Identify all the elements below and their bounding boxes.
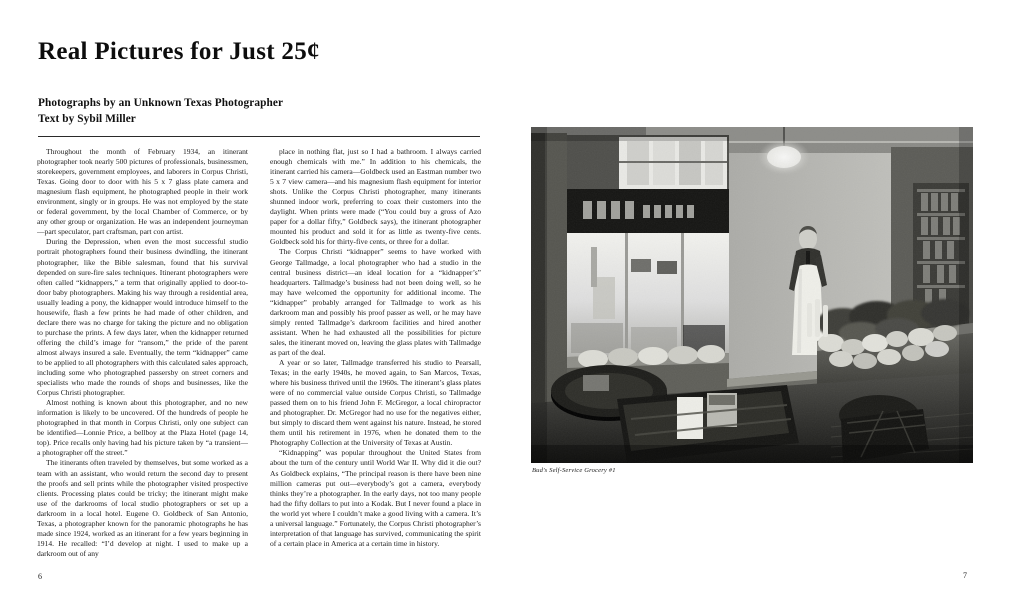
page-number-left: 6: [38, 572, 42, 581]
header-divider: [38, 136, 480, 137]
right-page: [507, 0, 1014, 600]
byline-photographer: Photographs by an Unknown Texas Photographer: [38, 97, 284, 109]
paragraph: “Kidnapping” was popular throughout the United States from about the turn of the century until World War II. Why did it die out? As Goldbeck explains, “The principal reason is there have been nine million cameras put out—everybody’s got a camera, everybody thinks they’re a photographer. In the early days, not too many people had the fifty dollars to put into a Kodak. But I never found a place in the world yet where I couldn’t make a good living with a camera. It’s a universal language.” Fortunately, the Corpus Christi photographer’s interpretation of that language has survived, communicating the spirit of a certain place in America at a certain time in history.: [270, 448, 481, 548]
page-number-right: 7: [963, 571, 967, 580]
photograph: [531, 127, 973, 463]
paragraph: The Corpus Christi “kidnapper” seems to have worked with George Tallmadge, a local photographer who had a studio in the central business district—an ideal location for a “kidnapper’s” headquarters. Tallmadge’s business had not been doing well, so he may have welcomed the opportunity for additional income. The “kidnapper” probably arranged for Tallmadge to work as his darkroom man and possibly his proof passer as well, or he may have simply rented Tallmadge’s darkroom facilities and hired another assistant. When he had exhausted all the possibilities for picture sales, the itinerant moved on, leaving the glass plates with Tallmadge as part of the deal.: [270, 247, 481, 357]
text-column-1: [37, 147, 248, 562]
paragraph: During the Depression, when even the most successful studio portrait photographers found their business dwindling, the itinerant photographer, like the Bible salesman, found that his survival depended on sure-fire sales techniques. Itinerant photographers were often called “kidnappers,” a term that originally applied to door-to-door baby photographers. Making his way through a residential area, usually leading a pony, the kidnapper would introduce himself to the housewife, flash a few prints he had made of other children, and declare there was no charge for taking the picture and no obligation to purchase the prints. A few days later, when the kidnapper returned offering the child’s image for “ransom,” the pride of the parent almost always insured a sale. Eventually, the term “kidnapper” came to be applied to all photographers with this calculated sales approach, including some who photographed passersby on street corners and specialists who made the rounds of shops and businesses, like the Corpus Christi photographer.: [37, 237, 248, 398]
paragraph: Throughout the month of February 1934, an itinerant photographer took nearly 500 pictures of professionals, businessmen, storekeepers, government employees, and laborers in Corpus Christi, Texas. Going door to door with his 5 x 7 glass plate camera and magnesium flash equipment, he photographed people in their work environment, singly or in groups. He was not employed by the state or federal government, by the local Chamber of Commerce, or by any other group or organization. He was an independent journeyman—part speculator, part craftsman, part con artist.: [37, 147, 248, 237]
photo-caption: Bud's Self-Service Grocery #1: [532, 467, 616, 474]
byline-author: Text by Sybil Miller: [38, 112, 136, 125]
text-column-2: [270, 147, 481, 562]
paragraph: Almost nothing is known about this photographer, and no new information is likely to be uncovered. Of the hundreds of people he photographed in that month in Corpus Christi, only one subject can be identified—Lonnie Price, a bellboy at the Plaza Hotel (page 14, top). Price recalls only having had his picture taken by “a transient—a photographer off the street.”: [37, 398, 248, 458]
paragraph: A year or so later, Tallmadge transferred his studio to Pearsall, Texas; in the early 1940s, he moved again, to San Marcos, Texas, where his business thrived until the 1960s. The itinerant’s glass plates were of no commercial value outside Corpus Christi, so Tallmadge passed them on to his friend John F. McGregor, a local chiropractor and photographer. Dr. McGregor had no use for the negatives either, but simply to discard them went against his nature. Instead, he stored them until his retirement in 1976, when he donated them to the Photography Collection at the University of Texas at Austin.: [270, 357, 481, 448]
paragraph: The itinerants often traveled by themselves, but some worked as a team with an assistant, who would return the second day to present the proofs and sell prints while the photographer visited prospective clients. Processing plates could be tricky; the itinerant might make use of the darkrooms of local studio photographers or set up a darkroom in a local hotel. Eugene O. Goldbeck of San Antonio, Texas, a photographer known for the panoramic photographs he has made since 1924, worked as an itinerant for a few years beginning in 1914. He recalled: “I’d develop at night. I used to make up a darkroom out of any: [37, 458, 248, 558]
paragraph: place in nothing flat, just so I had a bathroom. I always carried enough chemicals with me.” In addition to his chemicals, the itinerant carried his camera—Goldbeck used an Eastman number two 5 x 7 view camera—and his magnesium flash equipment for interior shots. Unlike the Corpus Christi photographer, many itinerants shunned indoor work, preferring to coax their customers into the daylight. When prints were made (“You could buy a gross of Azo paper for a dollar fifty,” Goldbeck says), the itinerant photographer mounted his product and sold it for as little as twenty-five cents. Goldbeck sold his for thirty-five cents, or three for a dollar.: [270, 147, 481, 247]
grocery-store-photo-image: [531, 127, 973, 463]
byline: [38, 96, 468, 127]
page-title: Real Pictures for Just 25¢: [38, 38, 320, 65]
body-columns: [37, 147, 481, 562]
